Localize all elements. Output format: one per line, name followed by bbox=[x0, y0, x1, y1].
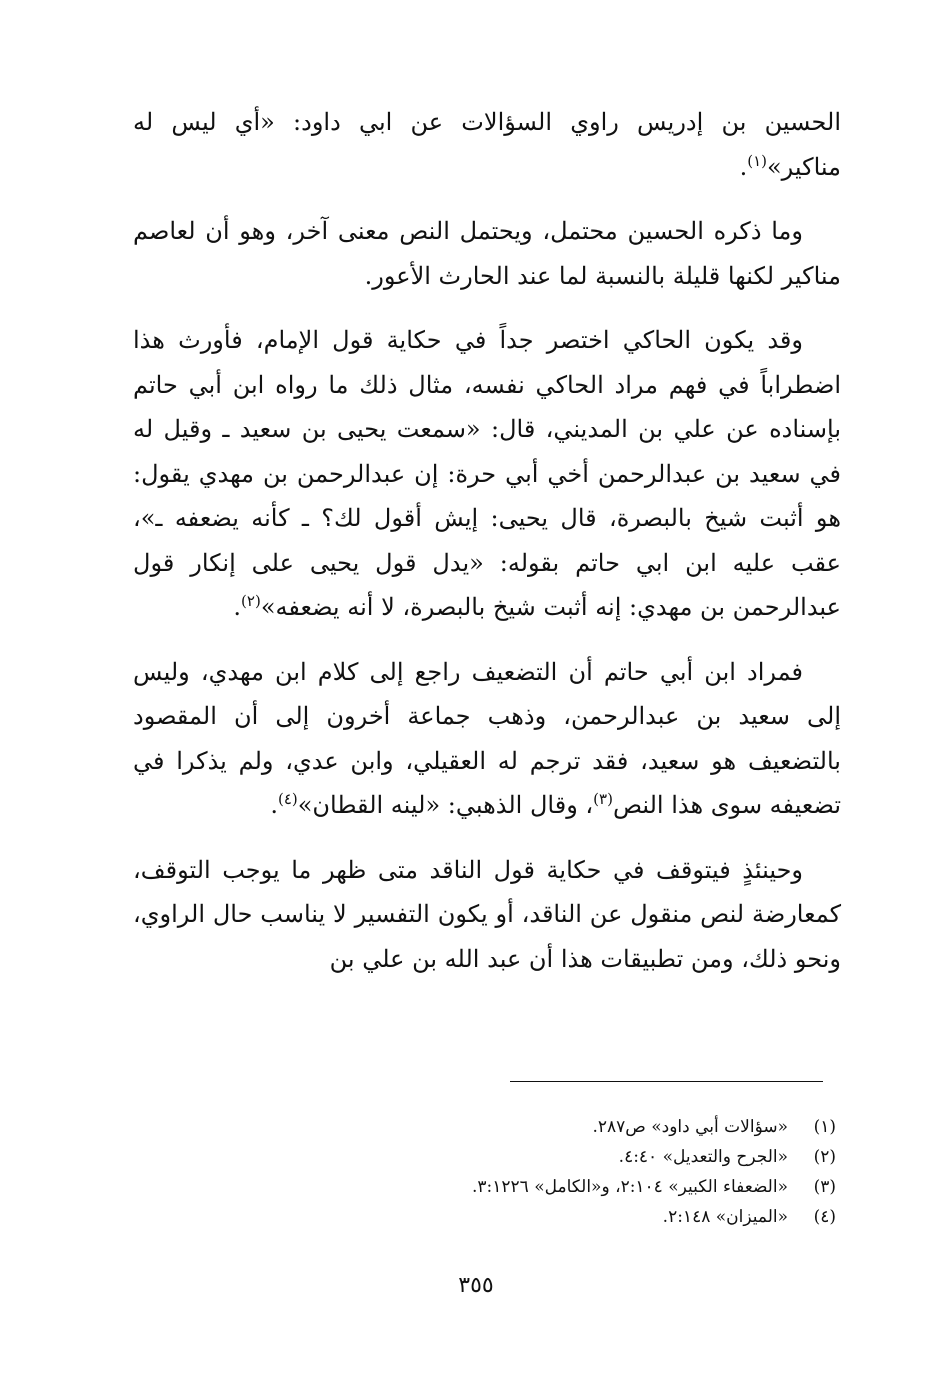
footnote-ref-4: (٤) bbox=[277, 790, 298, 808]
paragraph-text: وما ذكره الحسين محتمل، ويحتمل النص معنى آخر، وهو أن لعاصم مناكير لكنها قليلة بالنسبة لما عند الحارث الأعور. bbox=[133, 217, 841, 290]
footnote-ref-2: (٢) bbox=[241, 592, 261, 610]
footnote-ref-3: (٣) bbox=[593, 790, 613, 808]
footnote-number: (١) bbox=[813, 1117, 836, 1137]
footnote-separator bbox=[510, 1081, 823, 1082]
paragraph-5 bbox=[133, 848, 841, 982]
page-number: ٣٥٥ bbox=[458, 1273, 494, 1298]
footnote-1 bbox=[133, 1112, 836, 1142]
footnote-text: «الميزان» ٢:١٤٨. bbox=[662, 1207, 788, 1227]
paragraph-text-continued: ، وقال الذهبي: «لينه القطان» bbox=[297, 791, 594, 819]
paragraph-1 bbox=[133, 100, 841, 189]
footnote-text: «سؤالات أبي داود» ص٢٨٧. bbox=[592, 1117, 788, 1137]
footnote-4 bbox=[133, 1202, 836, 1232]
paragraph-tail: . bbox=[270, 791, 278, 819]
footnote-3 bbox=[133, 1172, 836, 1202]
paragraph-text: وقد يكون الحاكي اختصر جداً في حكاية قول الإمام، فأورث هذا اضطراباً في فهم مراد الحاكي نفسه، مثال ذلك ما رواه ابن أبي حاتم بإسناده عن علي بن المديني، قال: «سمعت يحيى بن سعيد ـ وقيل له في سعيد بن عبدالرحمن أخي أبي حرة: إن عبدالرحمن بن مهدي يقول: هو أثبت شيخ بالبصرة، قال يحيى: إيش أقول لك؟ ـ كأنه يضعفه ـ»، عقب عليه ابن ابي حاتم بقوله: «يدل قول يحيى على إنكار قول عبدالرحمن بن مهدي: إنه أثبت شيخ بالبصرة، لا أنه يضعفه» bbox=[133, 326, 841, 621]
footnotes bbox=[133, 1112, 836, 1232]
paragraph-text: وحينئذٍ فيتوقف في حكاية قول الناقد متى ظهر ما يوجب التوقف، كمعارضة لنص منقول عن الناقد، أو يكون التفسير لا يناسب حال الراوي، ونحو ذلك، ومن تطبيقات هذا أن عبد الله بن علي بن bbox=[133, 855, 841, 973]
footnote-text: «الضعفاء الكبير» ٢:١٠٤، و«الكامل» ٣:١٢٢٦. bbox=[472, 1177, 788, 1197]
main-text bbox=[133, 100, 841, 981]
footnote-text: «الجرح والتعديل» ٤:٤٠. bbox=[618, 1147, 788, 1167]
footnote-ref-1: (١) bbox=[747, 151, 767, 170]
footnote-number: (٢) bbox=[813, 1147, 836, 1167]
footnote-2 bbox=[133, 1142, 836, 1172]
paragraph-text: الحسين بن إدريس راوي السؤالات عن ابي داود: «أي ليس له مناكير» bbox=[133, 108, 841, 181]
paragraph-3 bbox=[133, 318, 841, 630]
paragraph-tail: . bbox=[233, 593, 242, 621]
paragraph-tail: . bbox=[739, 152, 748, 181]
footnote-number: (٣) bbox=[813, 1177, 836, 1197]
footnote-number: (٤) bbox=[813, 1207, 836, 1227]
paragraph-2 bbox=[133, 209, 841, 298]
paragraph-text: فمراد ابن أبي حاتم أن التضعيف راجع إلى كلام ابن مهدي، وليس إلى سعيد بن عبدالرحمن، وذهب جماعة أخرون إلى أن المقصود بالتضعيف هو سعيد، فقد ترجم له العقيلي، وابن عدي، ولم يذكرا في تضعيفه سوى هذا النص bbox=[133, 657, 841, 819]
paragraph-4 bbox=[133, 650, 841, 828]
